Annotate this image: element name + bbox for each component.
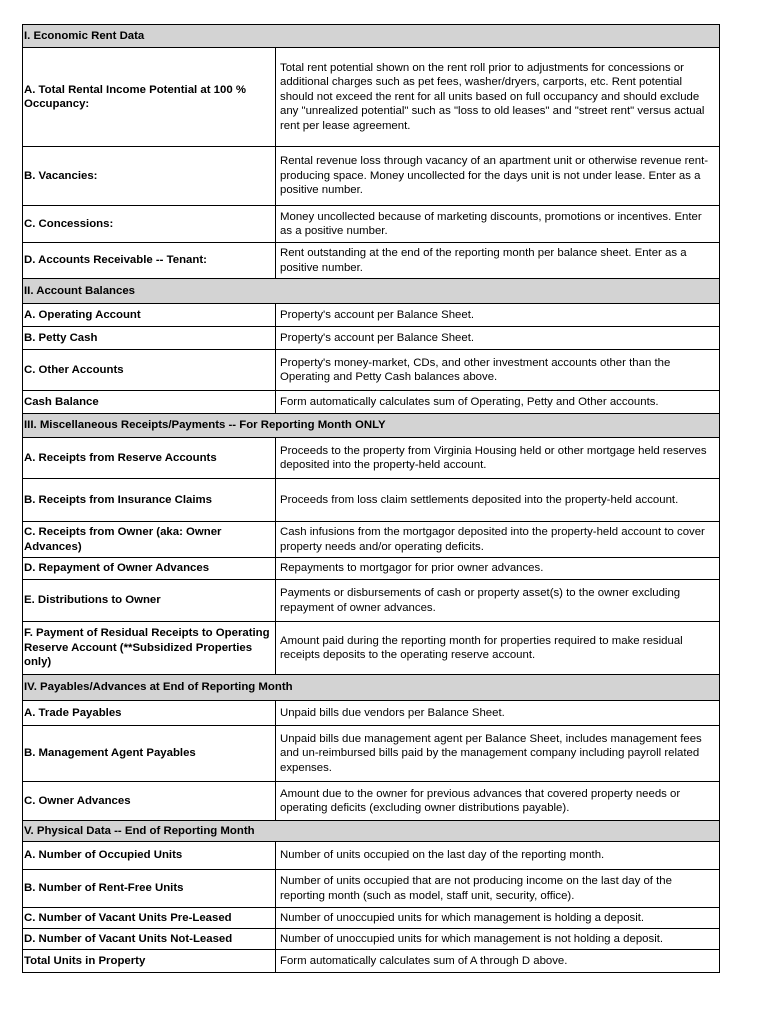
row-description: Total rent potential shown on the rent roll prior to adjustments for concessions or additional charges such as pet fees, washer/dryers, carports, etc. Rent potential should not exceed the rent for all units based on full occupancy and should exclude any "unrealized potential" such as "loss to old leases" and "street rent" versus actual rent per lease agreement. (276, 48, 720, 147)
row-description: Property's account per Balance Sheet. (276, 304, 720, 327)
row-label: B. Receipts from Insurance Claims (23, 479, 276, 522)
table-row (23, 327, 720, 350)
row-label: Total Units in Property (23, 950, 276, 973)
table-row (23, 304, 720, 327)
row-label: Cash Balance (23, 391, 276, 414)
row-label: B. Management Agent Payables (23, 726, 276, 782)
section-header-row (23, 279, 720, 304)
table-row (23, 522, 720, 558)
table-row (23, 350, 720, 391)
row-description: Form automatically calculates sum of Operating, Petty and Other accounts. (276, 391, 720, 414)
row-label: B. Number of Rent-Free Units (23, 870, 276, 908)
row-label: D. Accounts Receivable -- Tenant: (23, 243, 276, 279)
row-description: Cash infusions from the mortgagor deposited into the property-held account to cover property needs and/or operating deficits. (276, 522, 720, 558)
section-header-row (23, 821, 720, 842)
table-row (23, 206, 720, 243)
table-row (23, 391, 720, 414)
table-row (23, 580, 720, 622)
table-row (23, 243, 720, 279)
table-row (23, 701, 720, 726)
row-description: Property's account per Balance Sheet. (276, 327, 720, 350)
section-header-row (23, 25, 720, 48)
row-description: Rent outstanding at the end of the reporting month per balance sheet. Enter as a positive number. (276, 243, 720, 279)
row-label: C. Concessions: (23, 206, 276, 243)
row-label: C. Owner Advances (23, 782, 276, 821)
section-title: V. Physical Data -- End of Reporting Month (23, 821, 720, 842)
table-row (23, 870, 720, 908)
table-row (23, 726, 720, 782)
row-label: D. Number of Vacant Units Not-Leased (23, 929, 276, 950)
table-row (23, 950, 720, 973)
row-description: Number of unoccupied units for which management is not holding a deposit. (276, 929, 720, 950)
row-description: Unpaid bills due vendors per Balance Sheet. (276, 701, 720, 726)
row-description: Number of units occupied that are not producing income on the last day of the reporting month (such as model, staff unit, security, office). (276, 870, 720, 908)
row-description: Number of unoccupied units for which management is holding a deposit. (276, 908, 720, 929)
table-row (23, 908, 720, 929)
row-description: Rental revenue loss through vacancy of an apartment unit or otherwise revenue rent-producing space. Money uncollected for the days unit is not under lease. Enter as a positive number. (276, 147, 720, 206)
row-label: D. Repayment of Owner Advances (23, 558, 276, 580)
row-label: A. Operating Account (23, 304, 276, 327)
row-label: A. Trade Payables (23, 701, 276, 726)
row-label: A. Number of Occupied Units (23, 842, 276, 870)
row-label: C. Number of Vacant Units Pre-Leased (23, 908, 276, 929)
row-description: Property's money-market, CDs, and other investment accounts other than the Operating and Petty Cash balances above. (276, 350, 720, 391)
row-label: C. Receipts from Owner (aka: Owner Advances) (23, 522, 276, 558)
row-description: Proceeds to the property from Virginia Housing held or other mortgage held reserves deposited into the property-held account. (276, 438, 720, 479)
table-row (23, 842, 720, 870)
table-row (23, 48, 720, 147)
section-title: III. Miscellaneous Receipts/Payments -- For Reporting Month ONLY (23, 414, 720, 438)
section-title: I. Economic Rent Data (23, 25, 720, 48)
table-row (23, 558, 720, 580)
row-description: Proceeds from loss claim settlements deposited into the property-held account. (276, 479, 720, 522)
row-label: F. Payment of Residual Receipts to Operating Reserve Account (**Subsidized Properties only) (23, 622, 276, 675)
economic-data-instructions-table (22, 24, 720, 973)
table-row (23, 438, 720, 479)
row-label: A. Total Rental Income Potential at 100 % Occupancy: (23, 48, 276, 147)
row-description: Amount due to the owner for previous advances that covered property needs or operating deficits (excluding owner distributions payable). (276, 782, 720, 821)
row-description: Money uncollected because of marketing discounts, promotions or incentives. Enter as a positive number. (276, 206, 720, 243)
table-row (23, 479, 720, 522)
section-header-row (23, 414, 720, 438)
table-row (23, 622, 720, 675)
row-description: Form automatically calculates sum of A through D above. (276, 950, 720, 973)
row-description: Repayments to mortgagor for prior owner advances. (276, 558, 720, 580)
section-header-row (23, 675, 720, 701)
table-row (23, 147, 720, 206)
row-description: Payments or disbursements of cash or property asset(s) to the owner excluding repayment of owner advances. (276, 580, 720, 622)
row-description: Number of units occupied on the last day of the reporting month. (276, 842, 720, 870)
table-row (23, 782, 720, 821)
row-label: A. Receipts from Reserve Accounts (23, 438, 276, 479)
table-row (23, 929, 720, 950)
row-description: Unpaid bills due management agent per Balance Sheet, includes management fees and un-reimbursed bills paid by the management company including payroll related expenses. (276, 726, 720, 782)
row-label: B. Vacancies: (23, 147, 276, 206)
section-title: IV. Payables/Advances at End of Reporting Month (23, 675, 720, 701)
row-description: Amount paid during the reporting month for properties required to make residual receipts deposits to the operating reserve account. (276, 622, 720, 675)
row-label: C. Other Accounts (23, 350, 276, 391)
row-label: E. Distributions to Owner (23, 580, 276, 622)
section-title: II. Account Balances (23, 279, 720, 304)
row-label: B. Petty Cash (23, 327, 276, 350)
